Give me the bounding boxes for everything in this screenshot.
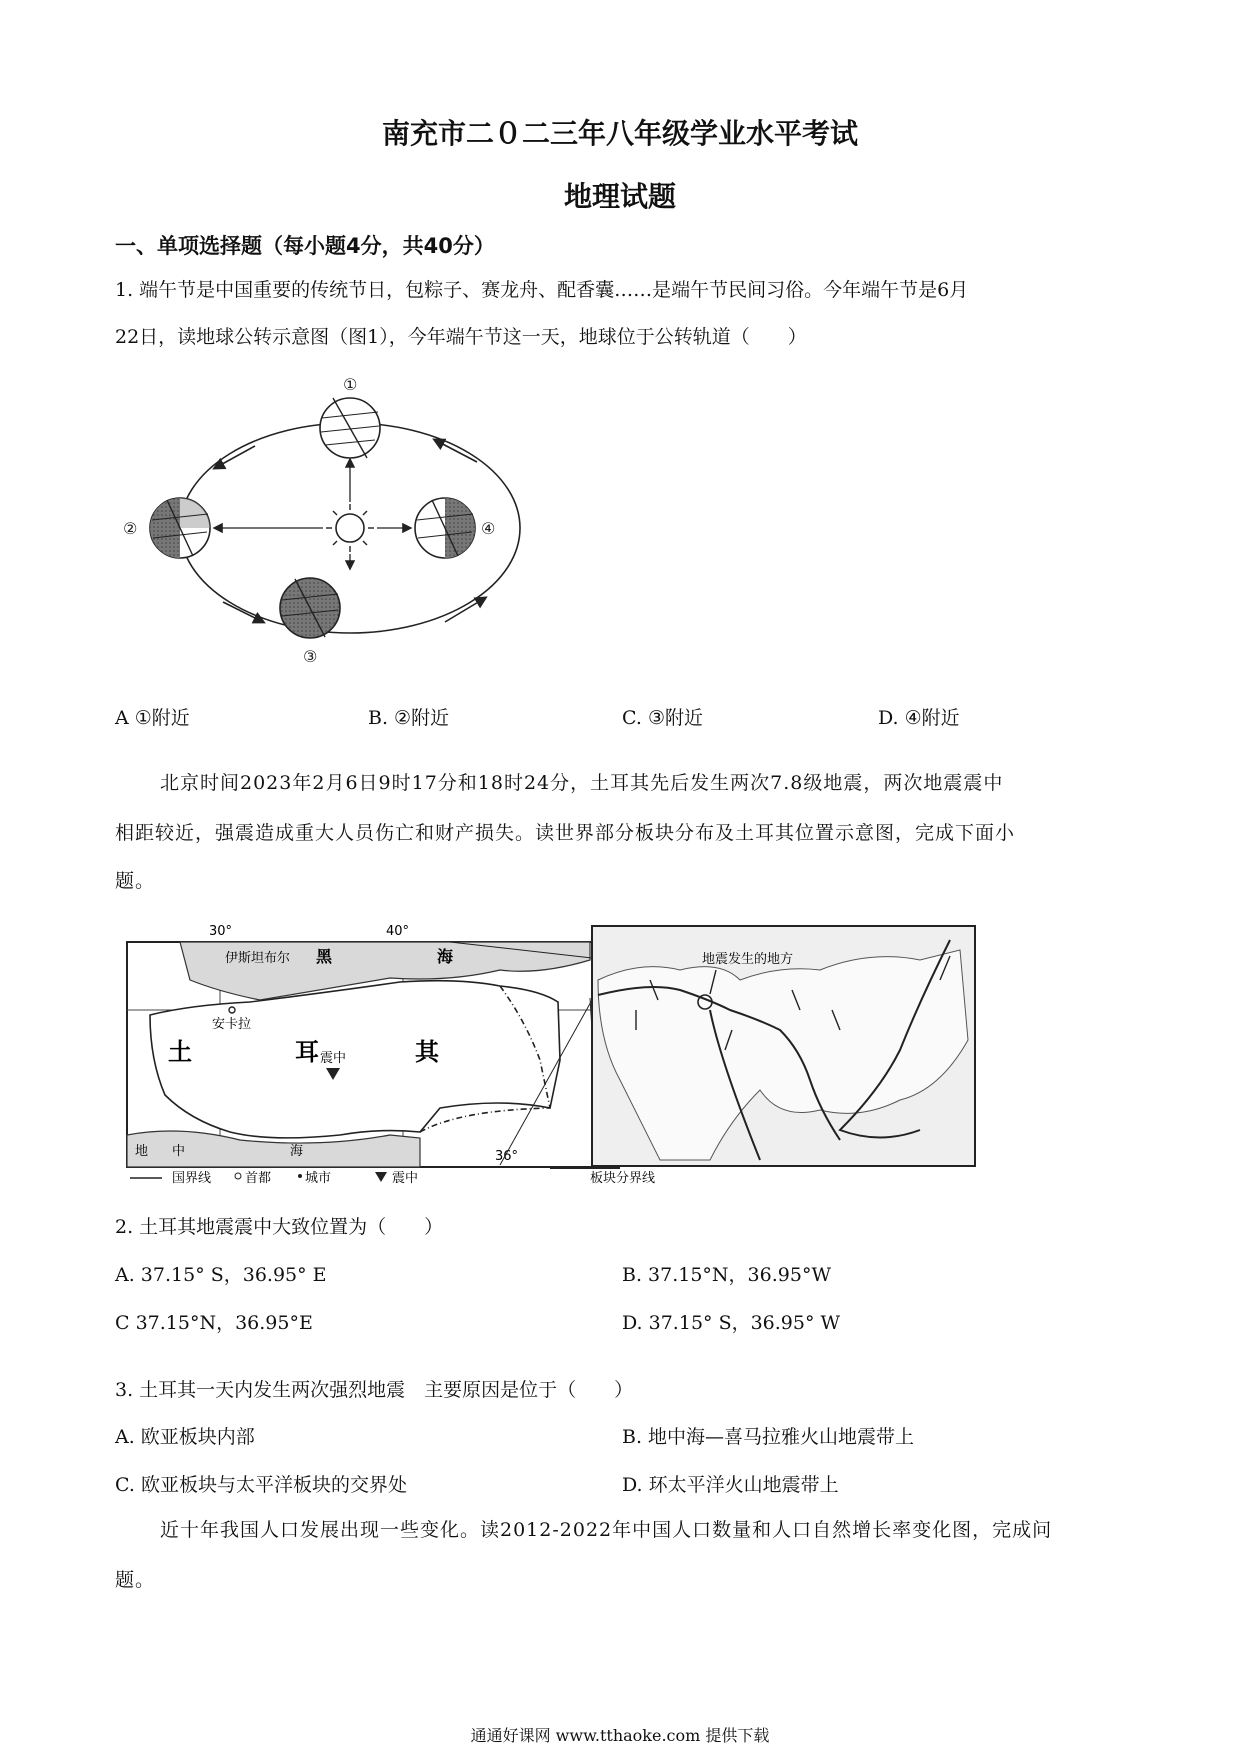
q1-stem-line1: 1. 端午节是中国重要的传统节日，包粽子、赛龙舟、配香囊……是端午节民间习俗。今年端午节是6月 — [115, 279, 969, 301]
q1-option-a[interactable]: A ①附近 — [115, 707, 190, 729]
map-label-black-sea-2: 海 — [437, 947, 454, 966]
footer-text: 通通好课网 www.tthaoke.com 提供下载 — [470, 1726, 770, 1745]
lon-label-40: 40° — [386, 924, 410, 939]
q2-option-c[interactable]: C 37.15°N，36.95°E — [115, 1312, 313, 1334]
map-label-black-sea-1: 黑 — [316, 947, 333, 966]
lat-label-36: 36° — [495, 1149, 519, 1164]
label-1: ① — [343, 375, 358, 394]
legend-city: 城市 — [305, 1171, 332, 1186]
earth-icon — [280, 578, 340, 638]
passage2-line1: 近十年我国人口发展出现一些变化。读2012-2022年中国人口数量和人口自然增长率变化图，完成问 — [160, 1519, 1053, 1541]
map-label-istanbul: 伊斯坦布尔 — [225, 951, 291, 966]
map-label-epicenter: 震中 — [320, 1051, 347, 1066]
label-4: ④ — [481, 519, 496, 538]
passage1-line1: 北京时间2023年2月6日9时17分和18时24分，土耳其先后发生两次7.8级地震，两次地震震中 — [160, 772, 1004, 794]
page-subtitle: 地理试题 — [563, 180, 676, 213]
q2-option-d[interactable]: D. 37.15° S，36.95° W — [622, 1312, 841, 1334]
q1-option-c[interactable]: C. ③附近 — [622, 707, 703, 729]
label-3: ③ — [303, 647, 318, 666]
lon-label-30: 30° — [209, 924, 233, 939]
map-label-turkey-3: 其 — [415, 1038, 439, 1066]
q1-option-b[interactable]: B. ②附近 — [368, 707, 450, 729]
q2-stem: 2. 土耳其地震震中大致位置为（ ） — [115, 1216, 444, 1238]
map-label-turkey-1: 土 — [168, 1038, 192, 1066]
map-legend — [130, 1168, 655, 1186]
earth-icon — [320, 398, 380, 458]
q1-stem-line2: 22日，读地球公转示意图（图1），今年端午节这一天，地球位于公转轨道（ ） — [115, 326, 807, 348]
map-label-med-1: 地 — [135, 1144, 149, 1159]
map-label-quake-site: 地震发生的地方 — [702, 952, 794, 967]
map-label-med-3: 海 — [290, 1144, 304, 1159]
earth-icon — [415, 498, 475, 558]
q3-option-a[interactable]: A. 欧亚板块内部 — [115, 1426, 255, 1448]
q2-option-b[interactable]: B. 37.15°N，36.95°W — [622, 1264, 831, 1286]
map-label-ankara: 安卡拉 — [212, 1017, 252, 1032]
q2-option-a[interactable]: A. 37.15° S，36.95° E — [115, 1264, 327, 1286]
page-title: 南充市二０二三年八年级学业水平考试 — [381, 117, 858, 150]
q3-option-d[interactable]: D. 环太平洋火山地震带上 — [622, 1474, 839, 1496]
label-2: ② — [123, 519, 138, 538]
legend-epicenter: 震中 — [392, 1171, 419, 1186]
section-heading: 一、单项选择题（每小题4分，共40分） — [115, 234, 495, 258]
turkey-plate-map — [120, 920, 980, 1186]
legend-plate-boundary: 板块分界线 — [590, 1171, 656, 1186]
map-label-turkey-2: 耳 — [295, 1038, 319, 1066]
earth-icon — [150, 498, 210, 558]
map-label-med-2: 中 — [172, 1144, 186, 1159]
q3-stem: 3. 土耳其一天内发生两次强烈地震 主要原因是位于（ ） — [115, 1379, 634, 1401]
q3-option-c[interactable]: C. 欧亚板块与太平洋板块的交界处 — [115, 1474, 407, 1496]
orbit-diagram — [123, 375, 565, 670]
passage2-line2: 题。 — [115, 1569, 156, 1591]
q3-option-b[interactable]: B. 地中海—喜马拉雅火山地震带上 — [622, 1426, 915, 1448]
passage1-line2: 相距较近，强震造成重大人员伤亡和财产损失。读世界部分板块分布及土耳其位置示意图，完成下面小 — [115, 822, 1016, 844]
legend-border: 国界线 — [172, 1171, 212, 1186]
sun-icon — [326, 504, 374, 552]
q1-option-d[interactable]: D. ④附近 — [878, 707, 960, 729]
legend-capital: 首都 — [245, 1171, 272, 1186]
passage1-line3: 题。 — [115, 870, 156, 892]
